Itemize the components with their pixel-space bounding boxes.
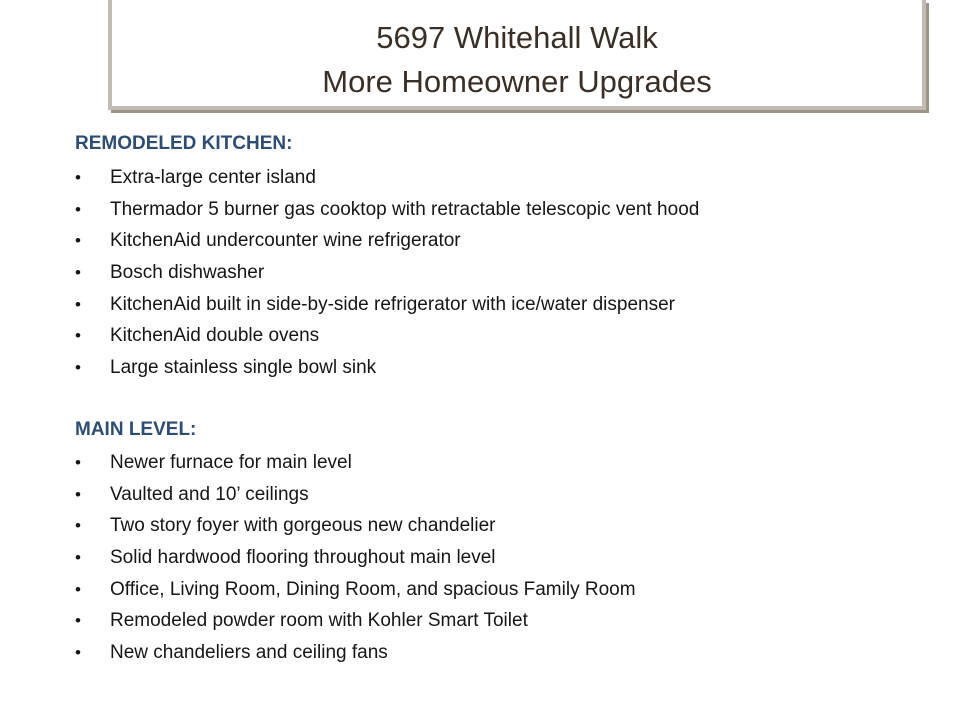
bullet-icon: • bbox=[75, 611, 81, 631]
bullet-icon: • bbox=[75, 263, 81, 283]
bullet-icon: • bbox=[75, 294, 81, 314]
bullet-icon: • bbox=[75, 579, 81, 599]
bullet-icon: • bbox=[75, 168, 81, 187]
bullet-icon: • bbox=[75, 326, 81, 346]
bullet-icon: • bbox=[75, 453, 81, 472]
bullet-icon: • bbox=[75, 516, 81, 536]
section-heading-main-level: MAIN LEVEL: bbox=[75, 419, 197, 440]
bullet-icon: • bbox=[75, 231, 81, 251]
section-heading-kitchen: REMODELED KITCHEN: bbox=[75, 133, 293, 154]
bullet-icon: • bbox=[75, 643, 81, 663]
bullet-icon: • bbox=[75, 199, 81, 219]
bullet-icon: • bbox=[75, 358, 81, 378]
title-box bbox=[108, 0, 926, 110]
page-title: 5697 Whitehall Walk bbox=[376, 20, 658, 55]
page-subtitle: More Homeowner Upgrades bbox=[322, 64, 712, 99]
bullet-icon: • bbox=[75, 548, 81, 568]
bullet-icon: • bbox=[75, 484, 81, 504]
